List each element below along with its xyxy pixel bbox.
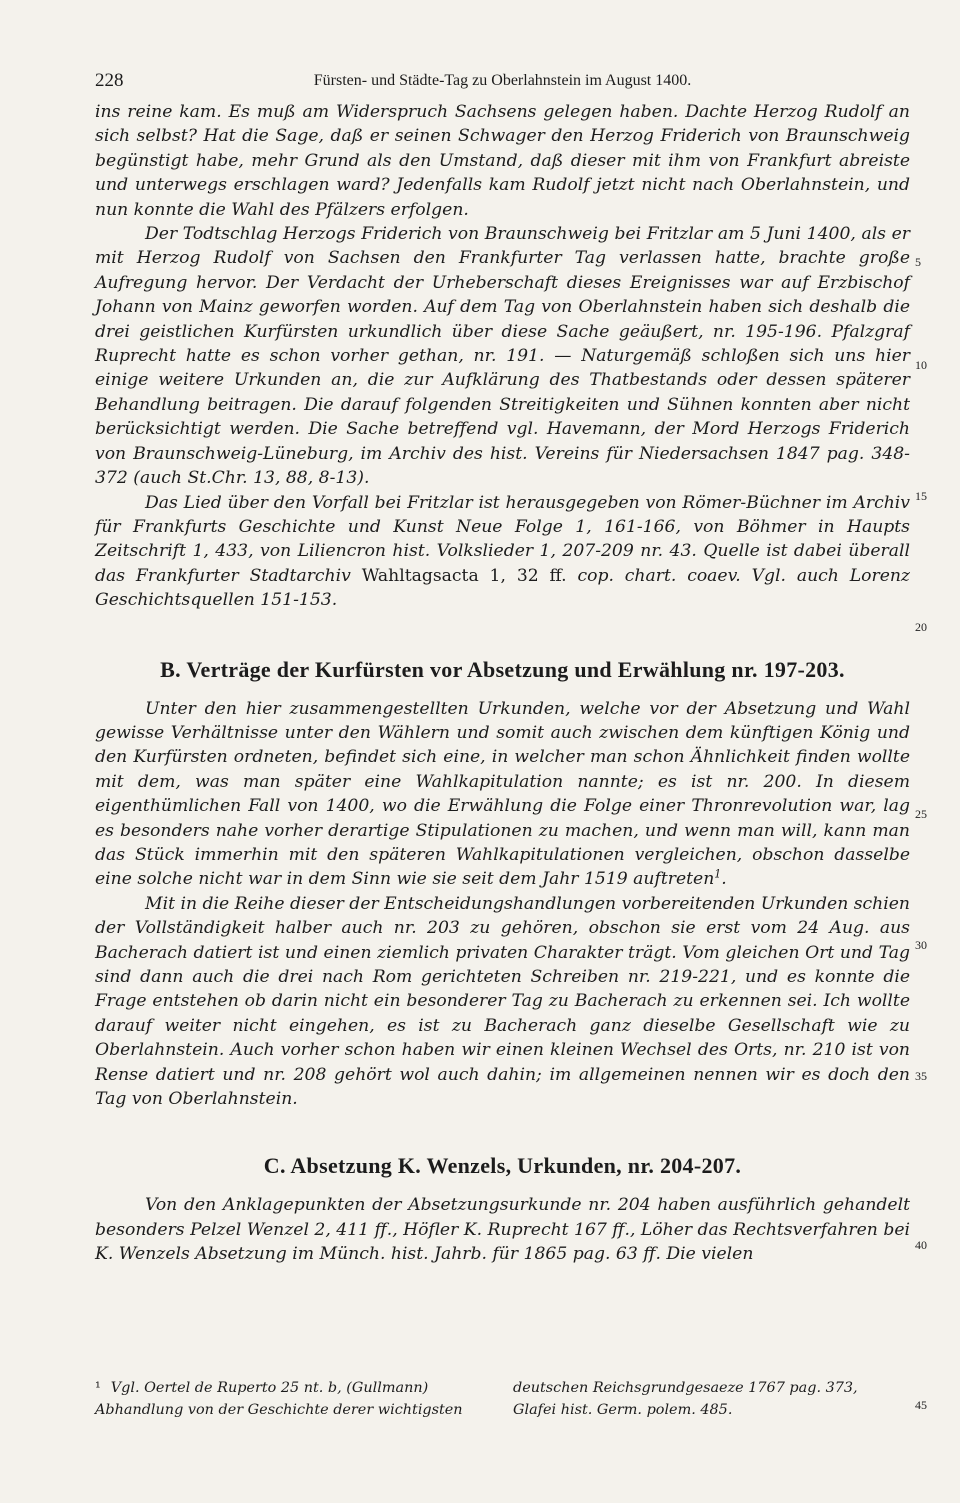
- line-number: 25: [915, 807, 927, 821]
- line-number: 20: [915, 620, 927, 634]
- running-title: Fürsten- und Städte-Tag zu Oberlahnstein im August 1400.: [313, 72, 692, 89]
- line-number: 45: [915, 1398, 927, 1412]
- paragraph-a2: Der Todtschlag Herzogs Friderich von Braunschweig bei Fritzlar am 5 Juni 1400, als er mit Herzog Rudolf von Sachsen den Frankfurter Tag verlassen hatte, brachte große Aufregung hervor. Der Verdacht der Urheberschaft dieses Ereignisses war auf Erzbischof Johann von Mainz geworfen worden. Auf dem Tag von Oberlahnstein haben sich deshalb die drei geistlichen Kurfürsten urkundlich über diese Sache geäußert, nr. 195-196. Pfalzgraf Ruprecht hatte es schon vorher gethan, nr. 191. — Naturgemäß schloßen sich uns hier einige weitere Urkunden an, die zur Aufklärung des Thatbestands oder dessen späterer Behandlung beitragen. Die darauf folgenden Streitigkeiten und Sühnen konnten aber nicht berücksichtigt werden. Die Sache betreffend vgl. Havemann, der Mord Herzogs Friderich von Braunschweig-Lüneburg, im Archiv des hist. Vereins für Niedersachsen 1847 pag. 348-372 (auch St.Chr. 13, 88, 8-13).: [95, 224, 910, 489]
- paragraph-a3: [95, 491, 910, 613]
- footnote-left: [95, 1377, 487, 1421]
- running-header: [95, 60, 910, 100]
- section-c-heading: C. Absetzung K. Wenzels, Urkunden, nr. 204-207.: [263, 1153, 742, 1179]
- footnote-right: deutschen Reichsgrundgesaeze 1767 pag. 373, Glafei hist. Germ. polem. 485.: [513, 1380, 858, 1418]
- archive-reference: Wahltagsacta 1, 32 ff.: [361, 565, 567, 586]
- line-number: 15: [915, 489, 927, 503]
- section-b-heading: B. Verträge der Kurfürsten vor Absetzung und Erwählung nr. 197-203.: [160, 656, 845, 682]
- paragraph-a3-part1: Das Lied über den Vorfall bei Fritzlar ist herausgegeben von Römer-Büchner im Archiv für Frankfurts Geschichte und Kunst Neue Folge 1, 161-166, von Böhmer in Haupts Zeitschrift 1, 433, von Liliencron hist. Volkslieder 1, 207-209 nr. 43. Quelle ist dabei überall das Frankfurter Stadtarchiv: [95, 492, 910, 586]
- paragraph-a3-part2: cop. chart. coaev. Vgl. auch Lorenz Geschichtsquellen 151-153.: [95, 565, 910, 611]
- footnote-ref: 1: [714, 867, 722, 881]
- line-number: 10: [915, 358, 927, 372]
- paragraph-b2: Mit in die Reihe dieser der Entscheidungshandlungen vorbereitenden Urkunden schien der Vollständigkeit halber auch nr. 203 zu gehören, obschon sie erst vom 24 Aug. aus Bacherach datiert ist und einen ziemlich privaten Charakter trägt. Vom gleichen Ort und Tag sind dann auch die drei nach Rom gerichteten Schreiben nr. 219-221, und es konnte die Frage entstehen ob darin nicht ein besonderer Tag zu Bacherach zu erkennen sei. Ich wollte darauf weiter nicht eingehen, es ist zu Bacherach ganz dieselbe Gesellschaft wie zu Oberlahnstein. Auch vorher schon haben wir einen kleinen Wechsel des Orts, nr. 210 ist von Rense datiert und nr. 208 gehört wol auch dahin; im allgemeinen nennen wir es doch den Tag von Oberlahnstein.: [95, 893, 910, 1110]
- footnote: [95, 1377, 905, 1421]
- footnote-left-text: Vgl. Oertel de Ruperto 25 nt. b, (Gullmann) Abhandlung von der Geschichte derer wichtigsten: [95, 1380, 463, 1418]
- page-number: 228: [95, 70, 124, 91]
- page-body: [95, 60, 910, 1267]
- paragraph-a1: ins reine kam. Es muß am Widerspruch Sachsens gelegen haben. Dachte Herzog Rudolf an sich selbst? Hat die Sage, daß er seinen Schwager den Herzog Friderich von Braunschweig begünstigt habe, mehr Grund als den Umstand, daß dieser mit ihm von Frankfurt abreiste und unterwegs erschlagen ward? Jedenfalls kam Rudolf jetzt nicht nach Oberlahnstein, und nun konnte die Wahl des Pfälzers erfolgen.: [95, 102, 910, 220]
- line-number: 30: [915, 938, 927, 952]
- line-number: 40: [915, 1238, 927, 1252]
- line-number: 5: [915, 255, 921, 269]
- paragraph-c1: Von den Anklagepunkten der Absetzungsurkunde nr. 204 haben ausführlich gehandelt besonders Pelzel Wenzel 2, 411 ff., Höfler K. Ruprecht 167 ff., Löher das Rechtsverfahren bei K. Wenzels Absetzung im Münch. hist. Jahrb. für 1865 pag. 63 ff. Die vielen: [95, 1195, 910, 1265]
- paragraph-b1-text: Unter den hier zusammengestellten Urkunden, welche vor der Absetzung und Wahl gewisse Verhältnisse unter den Wählern und somit auch zwischen dem künftigen König und den Kurfürsten ordneten, befindet sich eine, in welcher man schon Ähnlichkeit finden wollte mit dem, was man später eine Wahlkapitulation nannte; es ist nr. 200. In diesem eigenthümlichen Fall von 1400, wo die Erwählung die Folge einer Thronrevolution war, lag es besonders nahe vorher derartige Stipulationen zu machen, und wenn man will, kann man das Stück immerhin mit den späteren Wahlkapitulationen vergleichen, obschon dasselbe eine solche nicht war in dem Sinn wie sie seit dem Jahr 1519 auftreten: [95, 698, 910, 890]
- line-number: 35: [915, 1069, 927, 1083]
- paragraph-b1: Unter den hier zusammengestellten Urkunden, welche vor der Absetzung und Wahl gewisse Verhältnisse unter den Wählern und somit auch zwischen dem künftigen König und den Kurfürsten ordneten, befindet sich eine, in welcher man schon Ähnlichkeit finden wollte mit dem, was man später eine Wahlkapitulation nannte; es ist nr. 200. In diesem eigenthümlichen Fall von 1400, wo die Erwählung die Folge einer Thronrevolution war, lag es besonders nahe vorher derartige Stipulationen zu machen, und wenn man will, kann man das Stück immerhin mit den späteren Wahlkapitulationen vergleichen, obschon dasselbe eine solche nicht war in dem Sinn wie sie seit dem Jahr 1519 auftreten$^1$.: [95, 698, 910, 890]
- footnote-mark: ¹: [95, 1380, 101, 1396]
